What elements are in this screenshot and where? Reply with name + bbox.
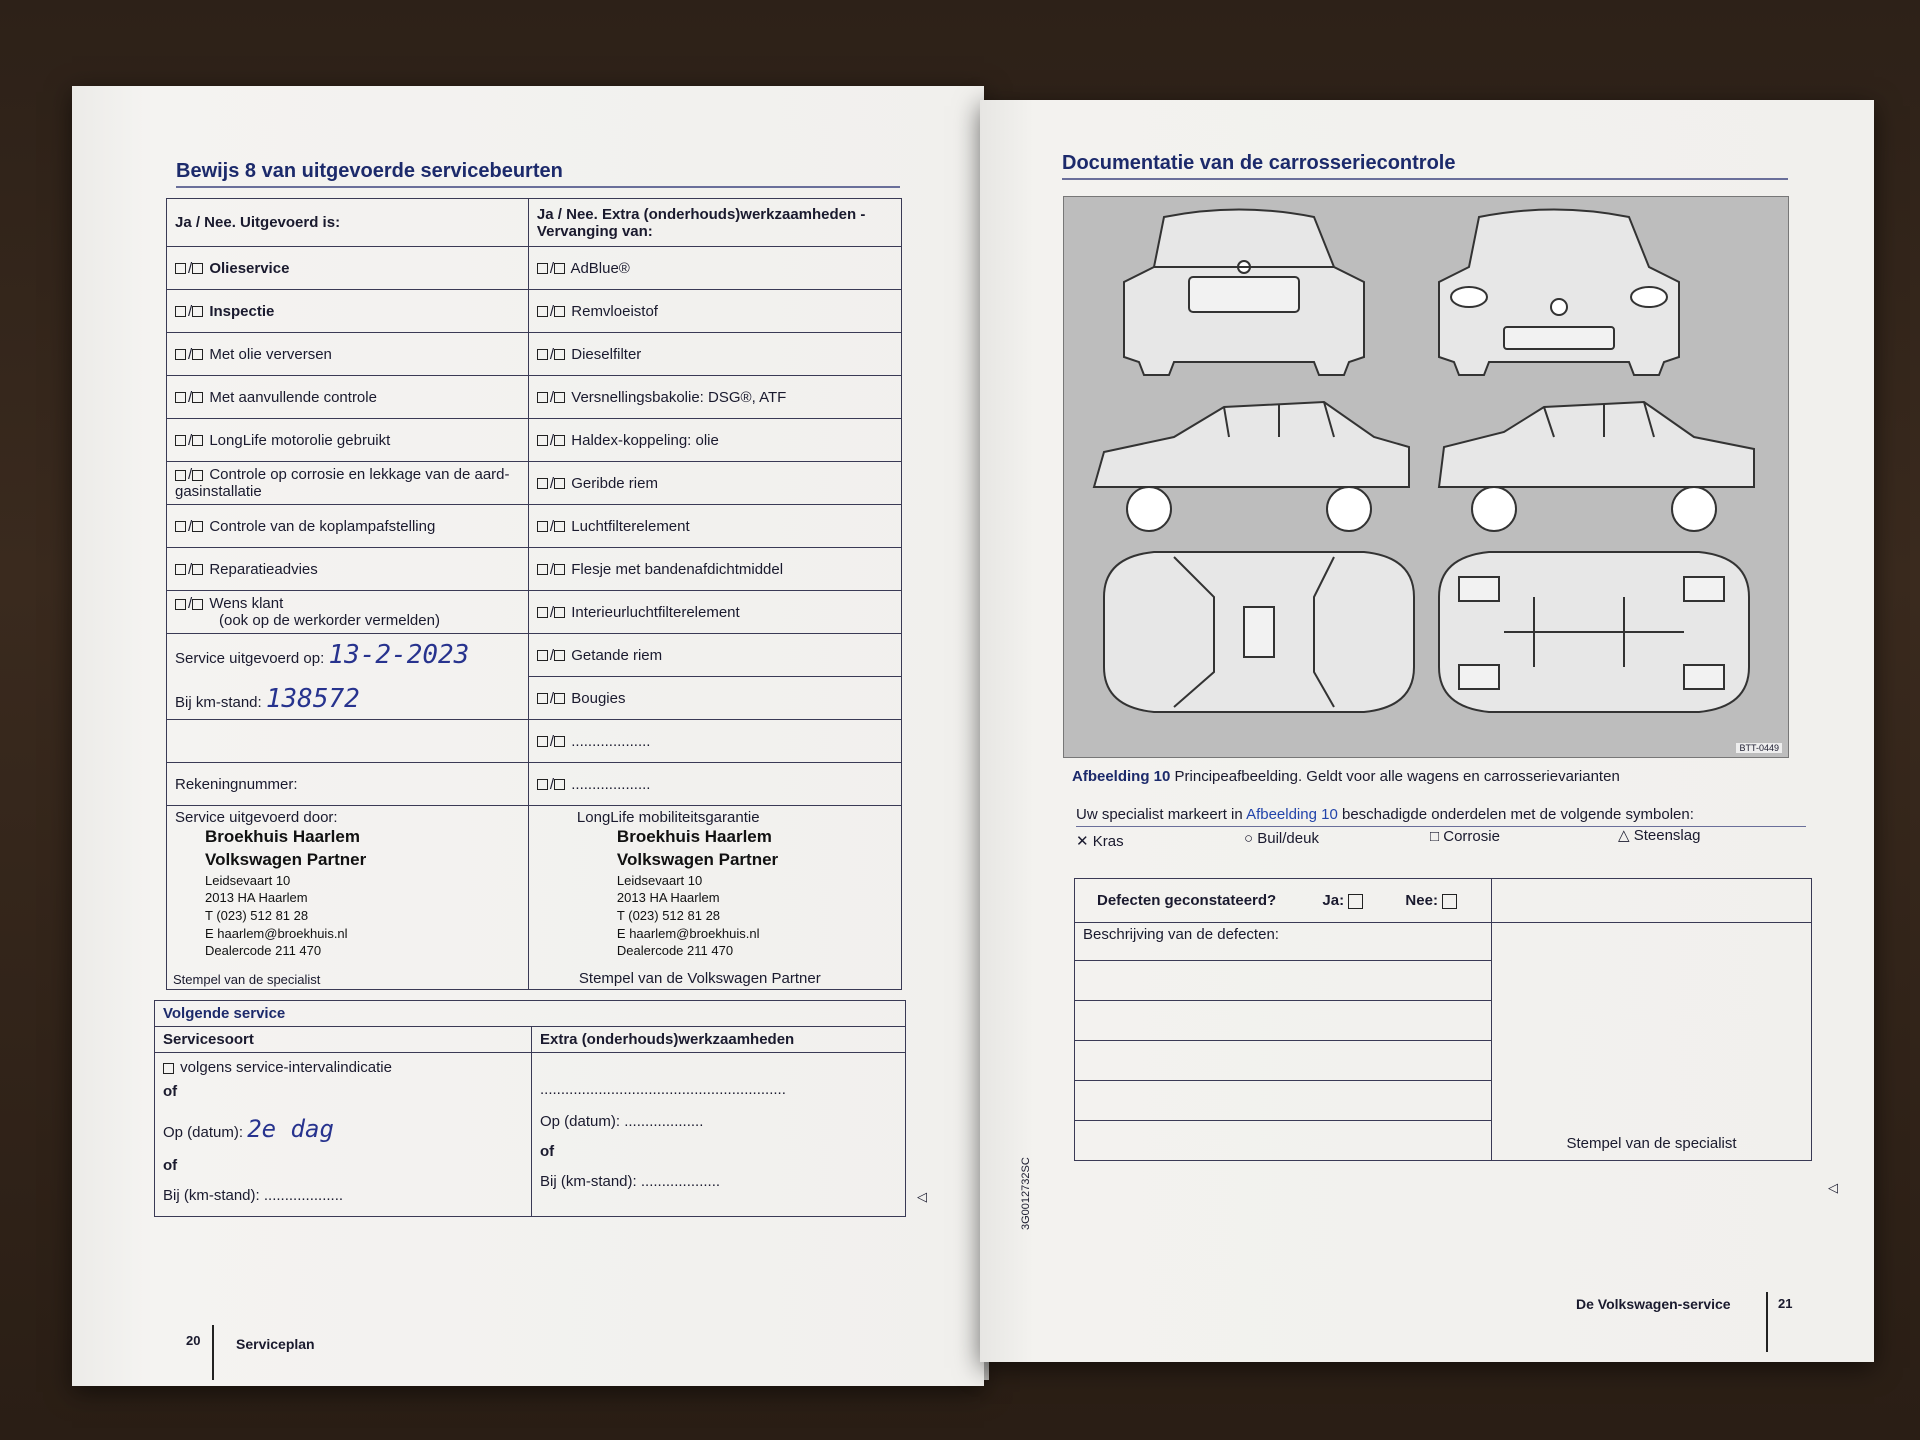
extra-km-label: Bij (km-stand):: [540, 1173, 637, 1190]
row-label: Reparatieadvies: [209, 560, 318, 578]
next-km-dots[interactable]: ...................: [263, 1187, 344, 1205]
row-label: Met olie verversen: [209, 345, 332, 363]
checkbox-icon[interactable]: [537, 779, 548, 790]
defect-line[interactable]: [1075, 961, 1492, 1001]
checkbox-icon[interactable]: [175, 521, 186, 532]
defect-line[interactable]: [1075, 1001, 1492, 1041]
checkbox-icon[interactable]: [537, 736, 548, 747]
checkbox-icon[interactable]: [554, 478, 565, 489]
triangle-icon: △: [1618, 827, 1630, 844]
checkbox-icon[interactable]: [175, 392, 186, 403]
row-label: Luchtfilterelement: [571, 517, 690, 535]
checkbox-icon[interactable]: [192, 435, 203, 446]
extra-work-dots[interactable]: ...........................................................: [540, 1081, 786, 1098]
invoice-label: Rekeningnummer:: [167, 763, 529, 806]
stamp-label-left: Stempel van de specialist: [173, 972, 321, 987]
defect-line[interactable]: [1075, 1041, 1492, 1081]
dealer-stamp-left: Broekhuis Haarlem Volkswagen Partner Leidsevaart 10 2013 HA Haarlem T (023) 512 81 28 E haarlem@broekhuis.nl Dealercode 211 470: [205, 827, 367, 959]
dealer-stamp-right: Broekhuis Haarlem Volkswagen Partner Leidsevaart 10 2013 HA Haarlem T (023) 512 81 28 E haarlem@broekhuis.nl Dealercode 211 470: [616, 827, 779, 959]
km-value[interactable]: 138572: [265, 683, 360, 714]
car-underside-view-icon: [1439, 552, 1749, 712]
defects-question: Defecten geconstateerd?: [1097, 892, 1277, 909]
of-label: of: [163, 1083, 178, 1100]
defects-table: [1074, 878, 1812, 1161]
row-label: Wens klant: [209, 595, 284, 612]
checkbox-icon[interactable]: [554, 349, 565, 360]
checkbox-icon[interactable]: [192, 470, 203, 481]
defect-line[interactable]: [1075, 1081, 1492, 1121]
left-page-title: Bewijs 8 van uitgevoerde servicebeurten: [176, 160, 563, 182]
left-footer-label: Serviceplan: [236, 1336, 315, 1352]
checkbox-icon[interactable]: [554, 607, 565, 618]
checkbox-icon[interactable]: [537, 263, 548, 274]
defects-description-label: Beschrijving van de defecten:: [1075, 923, 1492, 961]
checkbox-icon[interactable]: [175, 263, 186, 274]
checkbox-icon[interactable]: [192, 392, 203, 403]
stamp-row: [167, 806, 902, 990]
checkbox-icon[interactable]: [554, 263, 565, 274]
extra-km-dots[interactable]: ...................: [640, 1173, 721, 1190]
table-row: / Wens klant (ook op de werkorder vermelden) / Interieurluchtfilterelement: [167, 591, 902, 634]
checkbox-icon[interactable]: [554, 306, 565, 317]
car-rear-view-icon: [1124, 210, 1364, 376]
row-sublabel: (ook op de werkorder vermelden): [219, 612, 440, 629]
checkbox-icon[interactable]: [175, 470, 186, 481]
row-label: Flesje met bandenafdichtmiddel: [571, 560, 784, 578]
checkbox-icon[interactable]: [554, 736, 565, 747]
row-label: Bougies: [571, 689, 626, 707]
checkbox-icon[interactable]: [175, 349, 186, 360]
checkbox-icon[interactable]: [537, 349, 548, 360]
caption-bold: Afbeelding 10: [1072, 768, 1171, 785]
row-label: ...................: [571, 775, 651, 793]
table-row: / Bougies: [167, 677, 902, 720]
checkbox-icon[interactable]: [175, 599, 186, 610]
no-label: Nee:: [1405, 892, 1438, 909]
row-label: Versnellingsbakolie: DSG®, ATF: [571, 388, 787, 406]
checkbox-icon[interactable]: [192, 564, 203, 575]
checkbox-icon[interactable]: [554, 564, 565, 575]
next-service-title: Volgende service: [155, 1001, 906, 1027]
extra-date-label: Op (datum):: [540, 1113, 621, 1130]
checkbox-icon[interactable]: [554, 650, 565, 661]
table-row: Rekeningnummer: / ...................: [167, 763, 902, 806]
yes-checkbox[interactable]: [1348, 894, 1363, 909]
checkbox-icon[interactable]: [192, 521, 203, 532]
col2-header: Ja / Nee. Extra (onderhouds)werkzaamheden - Vervanging van:: [528, 199, 901, 247]
title-rule: [1062, 178, 1788, 180]
figure-caption: [1072, 768, 1620, 785]
table-row: / Met aanvullende controle / Versnellingsbakolie: DSG®, ATF: [167, 376, 902, 419]
car-front-view-icon: [1439, 210, 1679, 376]
checkbox-icon[interactable]: [175, 306, 186, 317]
no-checkbox[interactable]: [1442, 894, 1457, 909]
row-label: LongLife motorolie gebruikt: [209, 431, 391, 449]
performed-by-label: Service uitgevoerd door:: [175, 809, 338, 826]
checkbox-icon[interactable]: [537, 693, 548, 704]
row-label: Getande riem: [571, 646, 663, 664]
title-rule: [176, 186, 900, 188]
row-label: Controle van de koplampafstelling: [209, 517, 436, 535]
checkbox-icon[interactable]: [192, 599, 203, 610]
checkbox-icon[interactable]: [537, 521, 548, 532]
row-label: Met aanvullende controle: [209, 388, 377, 406]
defect-line[interactable]: [1075, 1121, 1492, 1161]
table-row: / Reparatieadvies / Flesje met bandenafdichtmiddel: [167, 548, 902, 591]
col1-header: Ja / Nee. Uitgevoerd is:: [167, 199, 529, 247]
row-label: AdBlue®: [570, 259, 630, 277]
table-row: / Inspectie / Remvloeistof: [167, 290, 902, 333]
checkbox-icon[interactable]: [537, 564, 548, 575]
checkbox-icon[interactable]: [537, 435, 548, 446]
symbol-corrosie: □ Corrosie: [1430, 828, 1500, 845]
yes-label: Ja:: [1322, 892, 1345, 909]
checkbox-icon[interactable]: [192, 263, 203, 274]
row-label: Controle op corrosie en lekkage van de aard-gasinstallatie: [175, 466, 510, 500]
checkbox-icon[interactable]: [175, 564, 186, 575]
symbol-kras: ✕ Kras: [1076, 833, 1124, 850]
checkbox-icon[interactable]: [554, 435, 565, 446]
checkbox-icon[interactable]: [554, 693, 565, 704]
car-top-view-icon: [1104, 552, 1414, 712]
checkbox-icon[interactable]: [192, 349, 203, 360]
symbol-steenslag: △ Steenslag: [1618, 827, 1701, 844]
longlife-label: LongLife mobiliteitsgarantie: [576, 809, 760, 826]
stamp-area-right: Stempel van de specialist: [1492, 923, 1812, 1161]
checkbox-icon[interactable]: [537, 478, 548, 489]
service-proof-table: [166, 198, 902, 990]
service-date-label: Service uitgevoerd op:: [175, 649, 325, 667]
checkbox-icon[interactable]: [537, 392, 548, 403]
extra-work-header: Extra (onderhouds)werkzaamheden: [532, 1027, 906, 1053]
servicesoort-header: Servicesoort: [155, 1027, 532, 1053]
next-service-table: [154, 1000, 927, 1217]
service-date-value[interactable]: 13-2-2023: [328, 639, 470, 670]
cross-icon: ✕: [1076, 833, 1089, 850]
triangle-left-icon: ◁: [917, 1189, 927, 1205]
car-side-sedan-icon: [1094, 402, 1409, 531]
table-row: Service uitgevoerd op: 13-2-2023 Bij km-stand: 138572 / Getande riem: [167, 634, 902, 677]
car-outlines-graphic: [1064, 197, 1788, 757]
row-label: Inspectie: [209, 302, 275, 320]
of-label: of: [540, 1143, 555, 1160]
table-row: / ...................: [167, 720, 902, 763]
right-footer-label: De Volkswagen-service: [1576, 1296, 1731, 1312]
table-row: / Controle op corrosie en lekkage van de aard-gasinstallatie / Geribde riem: [167, 462, 902, 505]
figure-link[interactable]: Afbeelding 10: [1246, 806, 1338, 823]
footer-divider: [1766, 1292, 1768, 1352]
symbol-instruction: Uw specialist markeert in Afbeelding 10 beschadigde onderdelen met de volgende symbolen:: [1076, 806, 1694, 823]
extra-date-dots[interactable]: ...................: [624, 1113, 704, 1130]
right-page-title: Documentatie van de carrosseriecontrole: [1062, 152, 1456, 174]
checkbox-icon[interactable]: [537, 650, 548, 661]
car-side-hatch-icon: [1439, 402, 1754, 531]
checkbox-icon[interactable]: [554, 779, 565, 790]
next-date-label: Op (datum):: [163, 1124, 244, 1141]
row-label: Interieurluchtfilterelement: [571, 603, 740, 621]
right-page-number: 21: [1778, 1296, 1793, 1311]
footer-divider: [212, 1325, 214, 1380]
table-row: / LongLife motorolie gebruikt / Haldex-koppeling: olie: [167, 419, 902, 462]
checkbox-icon[interactable]: [554, 521, 565, 532]
stamp-label-right: Stempel van de Volkswagen Partner: [578, 970, 821, 987]
car-body-diagram: [1063, 196, 1789, 758]
side-code: 3G0012732SC: [1020, 1157, 1032, 1230]
checkbox-icon[interactable]: [163, 1063, 174, 1074]
left-page-number: 20: [186, 1333, 201, 1348]
next-date-value[interactable]: 2e dag: [247, 1115, 334, 1143]
table-row: / Met olie verversen / Dieselfilter: [167, 333, 902, 376]
row-label: ...................: [571, 732, 651, 750]
checkbox-icon[interactable]: [192, 306, 203, 317]
caption-text: Principeafbeelding. Geldt voor alle wagens en carrosserievarianten: [1174, 768, 1620, 785]
next-km-label: Bij (km-stand):: [163, 1187, 260, 1205]
checkbox-icon[interactable]: [537, 607, 548, 618]
circle-icon: ○: [1244, 830, 1254, 847]
row-label: Geribde riem: [571, 474, 658, 492]
triangle-left-icon: ◁: [1828, 1180, 1838, 1195]
km-label: Bij km-stand:: [175, 693, 262, 711]
of-label: of: [163, 1157, 178, 1175]
symbol-buil: ○ Buil/deuk: [1244, 830, 1319, 847]
row-label: Remvloeistof: [571, 302, 658, 320]
checkbox-icon[interactable]: [554, 392, 565, 403]
interval-option: volgens service-intervalindicatie: [180, 1059, 392, 1076]
row-label: Haldex-koppeling: olie: [571, 431, 719, 449]
checkbox-icon[interactable]: [175, 435, 186, 446]
row-label: Olieservice: [209, 259, 290, 277]
square-icon: □: [1430, 828, 1440, 845]
figure-code: BTT-0449: [1736, 743, 1782, 753]
table-row: / Controle van de koplampafstelling / Luchtfilterelement: [167, 505, 902, 548]
table-row: / Olieservice / AdBlue®: [167, 247, 902, 290]
row-label: Dieselfilter: [571, 345, 642, 363]
checkbox-icon[interactable]: [537, 306, 548, 317]
